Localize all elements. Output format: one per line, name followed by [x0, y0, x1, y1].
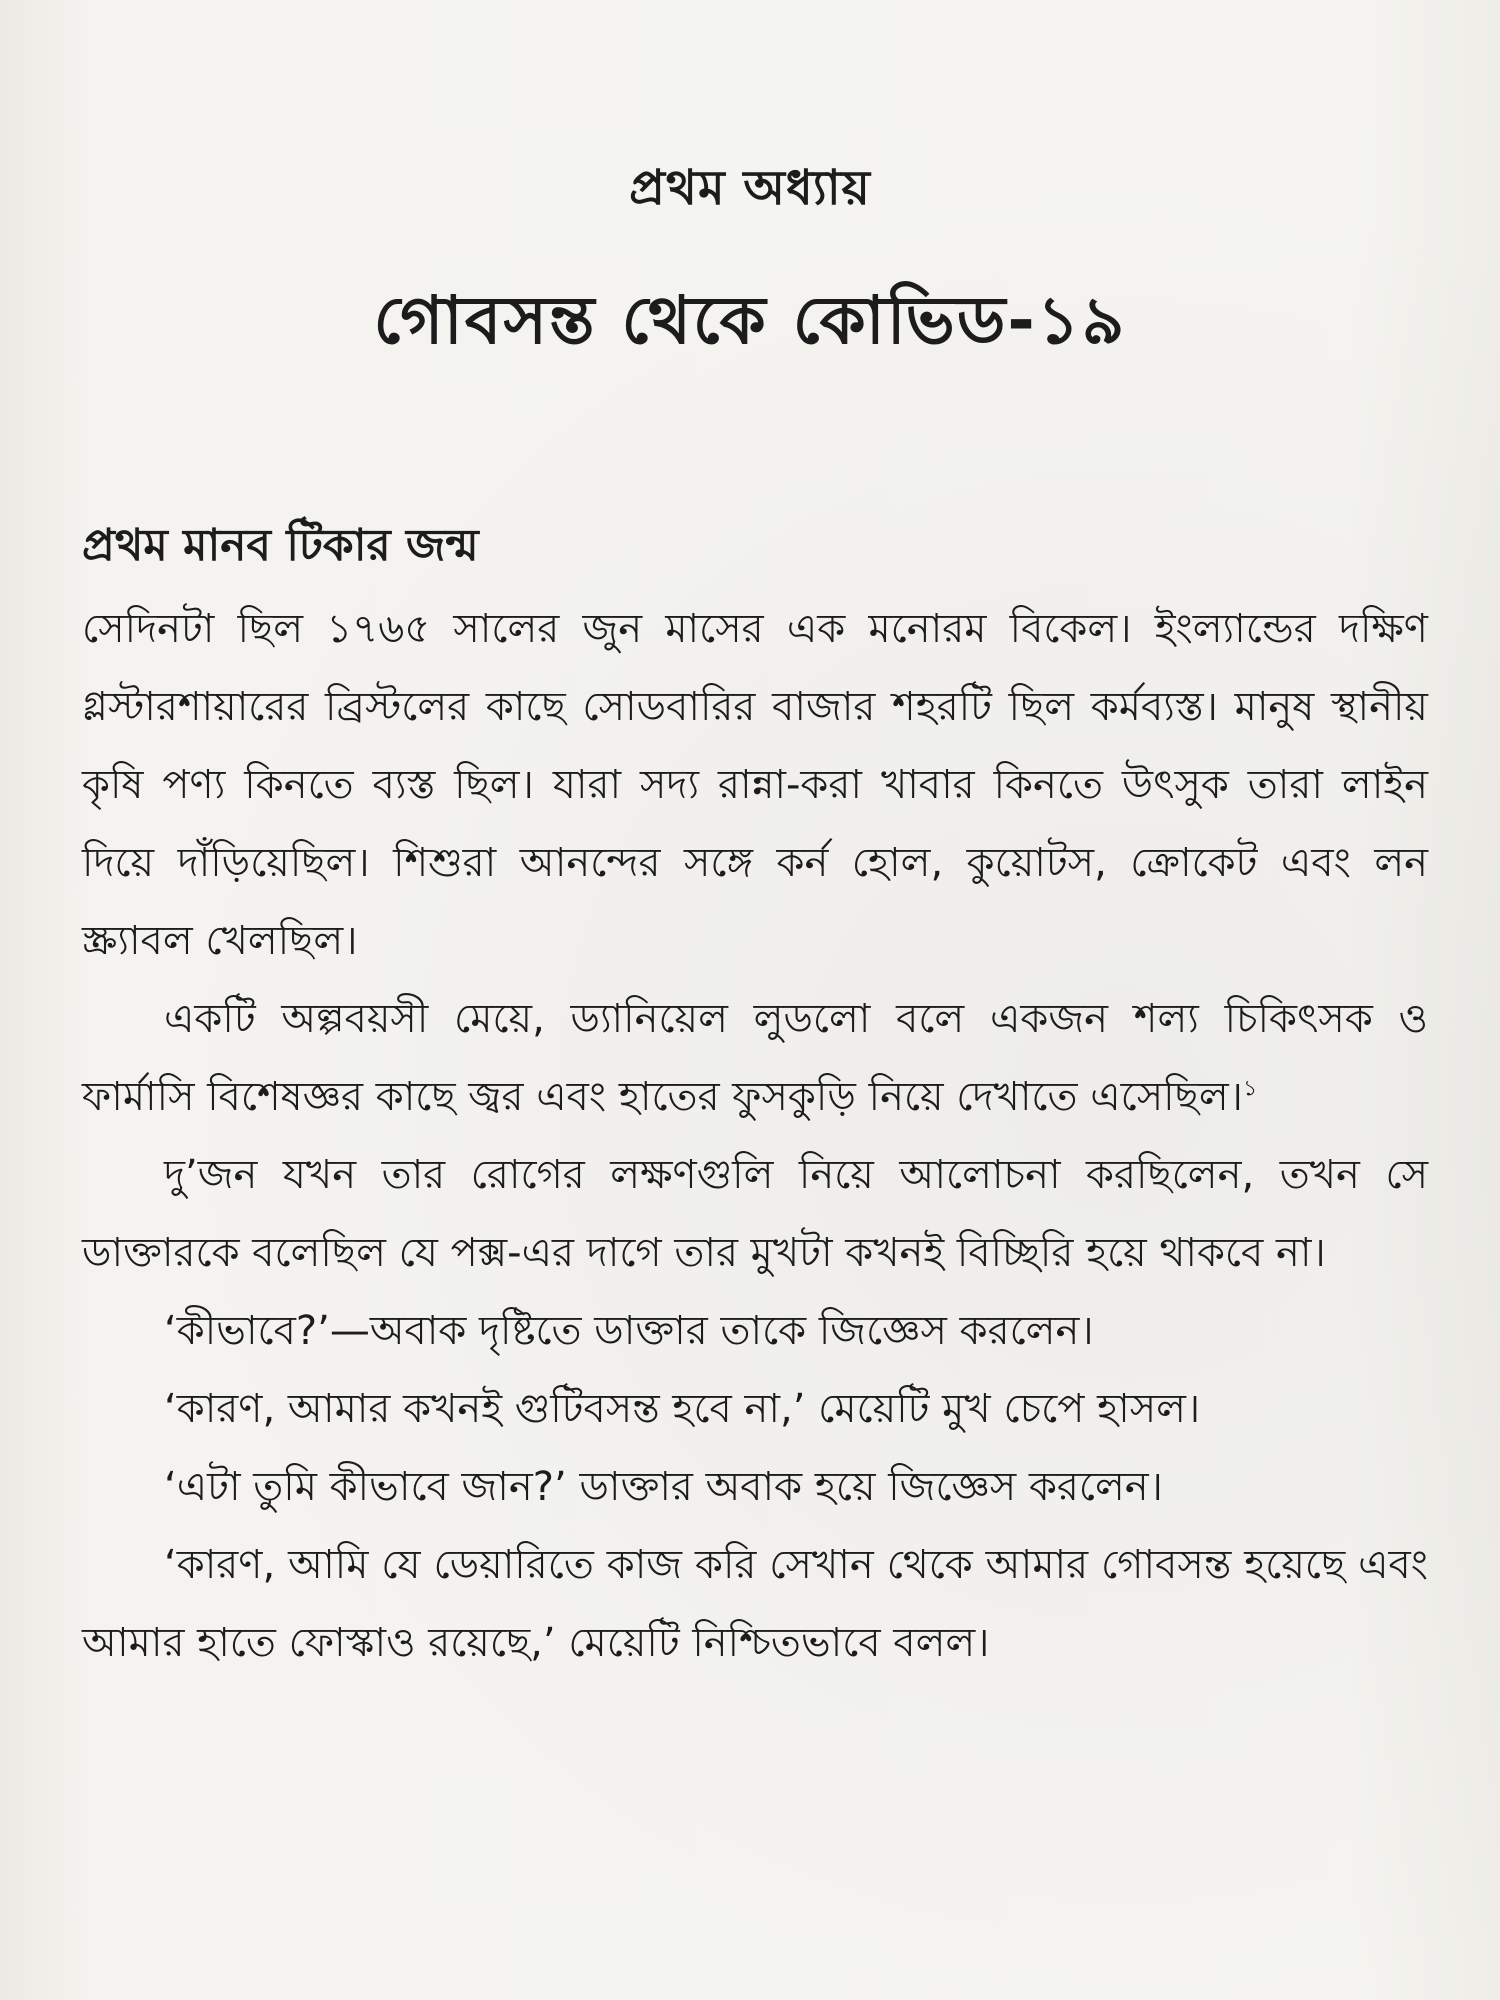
paragraph-4: ‘কীভাবে?’—অবাক দৃষ্টিতে ডাক্তার তাকে জিজ্ঞেস করলেন। — [164, 1308, 1094, 1354]
paragraph-5: ‘কারণ, আমার কখনই গুটিবসন্ত হবে না,’ মেয়েটি মুখ চেপে হাসল। — [164, 1386, 1201, 1432]
section-heading: প্রথম মানব টিকার জন্ম — [82, 520, 479, 571]
paragraph-3: দু’জন যখন তার রোগের লক্ষণগুলি নিয়ে আলোচনা করছিলেন, তখন সে ডাক্তারকে বলেছিল যে পক্স-এর দাগে তার মুখটা কখনই বিচ্ছিরি হয়ে থাকবে না। — [82, 1152, 1428, 1276]
body-text — [82, 590, 1428, 1682]
paragraph-2-text: একটি অল্পবয়সী মেয়ে, ড্যানিয়েল লুডলো বলে একজন শল্য চিকিৎসক ও ফার্মাসি বিশেষজ্ঞর কাছে জ্বর এবং হাতের ফুসকুড়ি নিয়ে দেখাতে এসেছিল। — [82, 996, 1428, 1120]
paragraph-1: সেদিনটা ছিল ১৭৬৫ সালের জুন মাসের এক মনোরম বিকেল। ইংল্যান্ডের দক্ষিণ গ্লস্টারশায়ারের ব্রিস্টলের কাছে সোডবারির বাজার শহরটি ছিল কর্মব্যস্ত। মানুষ স্থানীয় কৃষি পণ্য কিনতে ব্যস্ত ছিল। যারা সদ্য রান্না-করা খাবার কিনতে উৎসুক তারা লাইন দিয়ে দাঁড়িয়েছিল। শিশুরা আনন্দের সঙ্গে কর্ন হোল, কুয়োটস, ক্রোকেট এবং লন স্ক্র্যাবল খেলছিল। — [82, 606, 1428, 964]
paragraph-6: ‘এটা তুমি কীভাবে জান?’ ডাক্তার অবাক হয়ে জিজ্ঞেস করলেন। — [164, 1464, 1163, 1510]
footnote-marker: ১ — [1242, 1076, 1258, 1102]
paragraph-2 — [82, 980, 1428, 1136]
paragraph-7: ‘কারণ, আমি যে ডেয়ারিতে কাজ করি সেখান থেকে আমার গোবসন্ত হয়েছে এবং আমার হাতে ফোস্কাও রয়েছে,’ মেয়েটি নিশ্চিতভাবে বলল। — [82, 1542, 1428, 1666]
chapter-title: গোবসন্ত থেকে কোভিড-১৯ — [373, 282, 1127, 359]
chapter-label: প্রথম অধ্যায় — [629, 160, 871, 216]
